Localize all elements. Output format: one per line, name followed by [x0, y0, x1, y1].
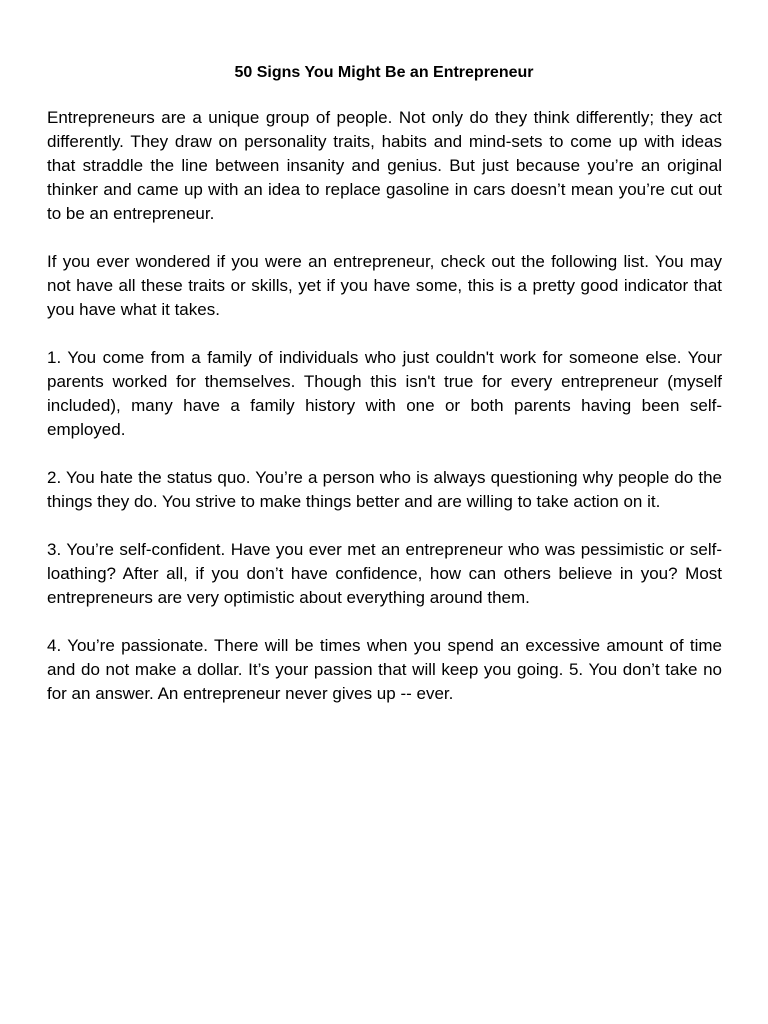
document-body: [47, 106, 722, 730]
sign-1-paragraph: 1. You come from a family of individuals who just couldn't work for someone else. Your parents worked for themselves. Though this isn't true for every entrepreneur (myself included), many have a family history with one or both parents having been self-employed.: [47, 348, 722, 439]
document-title: 50 Signs You Might Be an Entrepreneur: [234, 64, 534, 81]
sign-4-paragraph: 4. You’re passionate. There will be times when you spend an excessive amount of time and do not make a dollar. It’s your passion that will keep you going. 5. You don’t take no for an answer. An entrepreneur never gives up -- ever.: [47, 636, 722, 703]
sign-3-paragraph: 3. You’re self-confident. Have you ever met an entrepreneur who was pessimistic or self-loathing? After all, if you don’t have confidence, how can others believe in you? Most entrepreneurs are very optimistic about everything around them.: [47, 540, 722, 607]
intro-paragraph: Entrepreneurs are a unique group of people. Not only do they think differently; they act differently. They draw on personality traits, habits and mind-sets to come up with ideas that straddle the line between insanity and genius. But just because you’re an original thinker and came up with an idea to replace gasoline in cars doesn’t mean you’re cut out to be an entrepreneur.: [47, 108, 722, 223]
list-intro-paragraph: If you ever wondered if you were an entrepreneur, check out the following list. You may not have all these traits or skills, yet if you have some, this is a pretty good indicator that you have what it takes.: [47, 252, 722, 319]
sign-2-paragraph: 2. You hate the status quo. You’re a person who is always questioning why people do the things they do. You strive to make things better and are willing to take action on it.: [47, 468, 722, 511]
